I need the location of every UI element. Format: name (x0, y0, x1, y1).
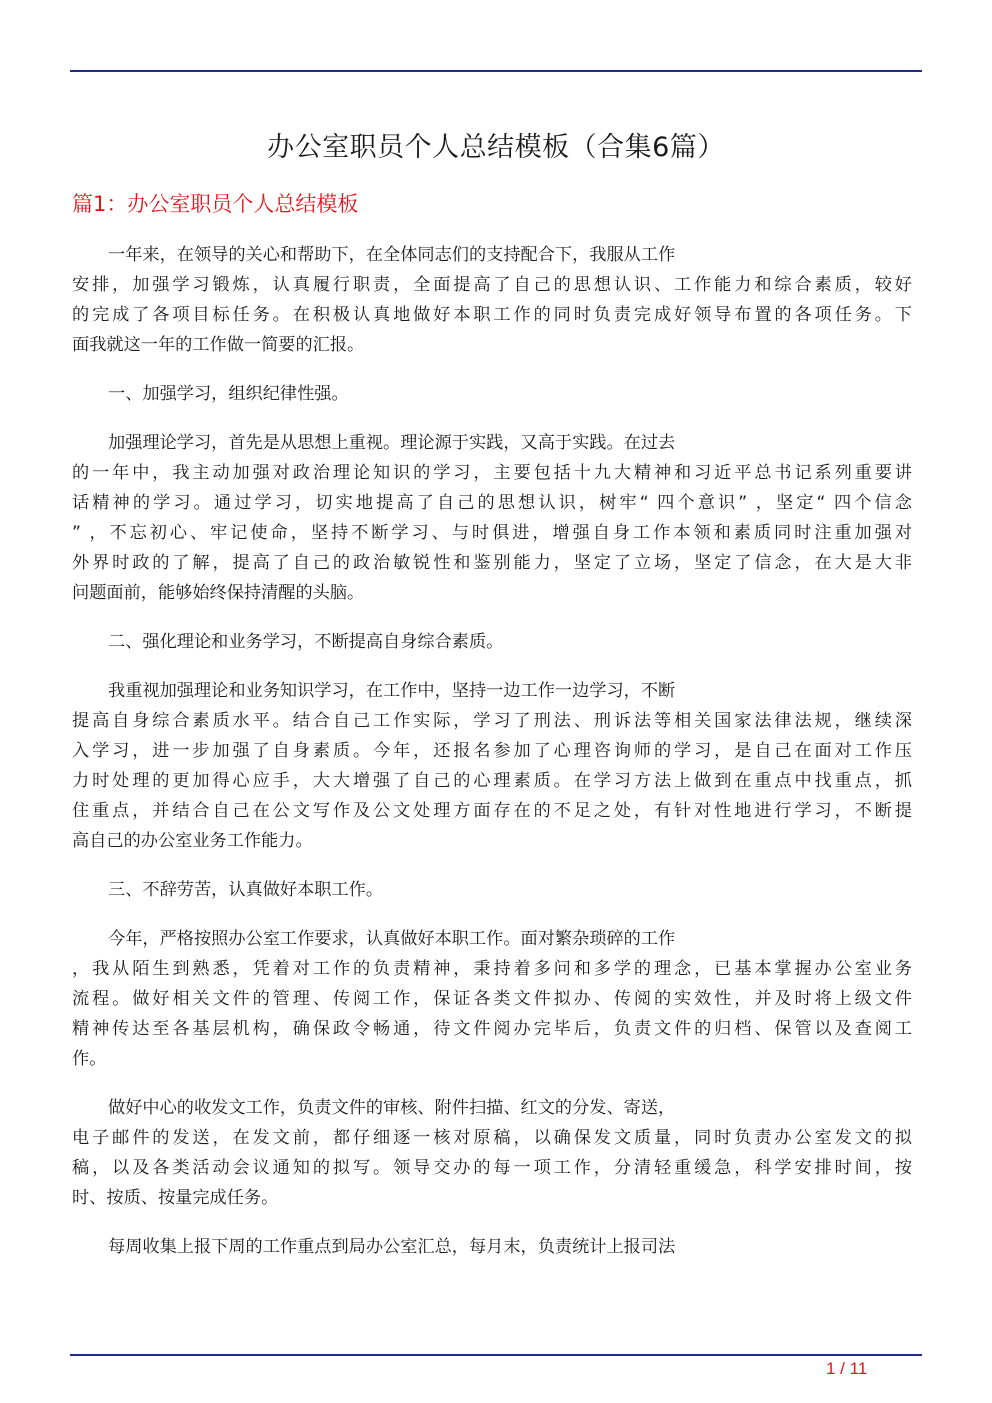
text-line: 电子邮件的发送，在发文前，都仔细逐一核对原稿，以确保发文质量，同时负责办公室发文的拟 (72, 1128, 912, 1148)
text-line: 今年，严格按照办公室工作要求，认真做好本职工作。面对繁杂琐碎的工作 (108, 929, 676, 949)
section-heading: 篇1：办公室职员个人总结模板 (72, 192, 359, 216)
text-line: 住重点，并结合自己在公文写作及公文处理方面存在的不足之处，有针对性地进行学习，不断提 (72, 801, 912, 821)
text-line: 每周收集上报下周的工作重点到局办公室汇总，每月末，负责统计上报司法 (108, 1237, 676, 1257)
paragraph-document-handling (72, 1093, 912, 1213)
text-line: 高自己的办公室业务工作能力。 (72, 831, 313, 851)
text-line: 面我就这一年的工作做一简要的汇报。 (72, 335, 365, 355)
text-line: 问题面前，能够始终保持清醒的头脑。 (72, 583, 365, 603)
text-line: 提高自身综合素质水平。结合自己工作实际，学习了刑法、刑诉法等相关国家法律法规，继续深 (72, 711, 912, 731)
text-line: 我重视加强理论和业务知识学习，在工作中，坚持一边工作一边学习，不断 (108, 681, 676, 701)
text-line: ” ，不忘初心、牢记使命，坚持不断学习、与时俱进，增强自身工作本领和素质同时注重加强对 (72, 523, 912, 543)
text-line: 外界时政的了解，提高了自己的政治敏锐性和鉴别能力，坚定了立场，坚定了信念，在大是大非 (72, 553, 912, 573)
document-title: 办公室职员个人总结模板（合集6篇） (267, 132, 725, 163)
paragraph-weekly-report (72, 1232, 912, 1262)
text-line: 话精神的学习。通过学习，切实地提高了自己的思想认识，树牢“ 四个意识” ，坚定“ 四个信念 (72, 493, 912, 513)
paragraph-business-study (72, 676, 912, 856)
document-body (72, 240, 912, 1281)
text-line: 流程。做好相关文件的管理、传阅工作，保证各类文件拟办、传阅的实效性，并及时将上级文件 (72, 989, 912, 1009)
text-line: 加强理论学习，首先是从思想上重视。理论源于实践，又高于实践。在过去 (108, 433, 676, 453)
text-line: 作。 (72, 1049, 107, 1069)
text-line: 入学习，进一步加强了自身素质。今年，还报名参加了心理咨询师的学习，是自己在面对工作压 (72, 741, 912, 761)
text-line: 做好中心的收发文工作，负责文件的审核、附件扫描、红文的分发、寄送， (108, 1098, 676, 1118)
text-line: 一、加强学习，组织纪律性强。 (108, 384, 349, 404)
text-line: 三、不辞劳苦，认真做好本职工作。 (108, 880, 384, 900)
text-line: 时、按质、按量完成任务。 (72, 1188, 279, 1208)
paragraph-intro (72, 240, 912, 360)
text-line: 稿，以及各类活动会议通知的拟写。领导交办的每一项工作，分清轻重缓急，科学安排时间，按 (72, 1158, 912, 1178)
subheading-2 (72, 627, 912, 657)
footer-rule (70, 1354, 922, 1356)
text-line: ，我从陌生到熟悉，凭着对工作的负责精神，秉持着多问和多学的理念，已基本掌握办公室业务 (72, 959, 912, 979)
text-line: 力时处理的更加得心应手，大大增强了自己的心理素质。在学习方法上做到在重点中找重点，抓 (72, 771, 912, 791)
text-line: 二、强化理论和业务学习，不断提高自身综合素质。 (108, 632, 504, 652)
text-line: 安排，加强学习锻炼，认真履行职责，全面提高了自己的思想认识、工作能力和综合素质，较好 (72, 275, 912, 295)
text-line: 精神传达至各基层机构，确保政令畅通，待文件阅办完毕后，负责文件的归档、保管以及查阅工 (72, 1019, 912, 1039)
text-line: 的一年中，我主动加强对政治理论知识的学习，主要包括十九大精神和习近平总书记系列重要讲 (72, 463, 912, 483)
text-line: 的完成了各项目标任务。在积极认真地做好本职工作的同时负责完成好领导布置的各项任务。下 (72, 305, 912, 325)
subheading-3 (72, 875, 912, 905)
subheading-1 (72, 379, 912, 409)
header-rule (70, 70, 922, 72)
text-line: 一年来，在领导的关心和帮助下，在全体同志们的支持配合下，我服从工作 (108, 245, 676, 265)
paragraph-office-duties (72, 924, 912, 1074)
page-number: 1 / 11 (826, 1359, 868, 1378)
paragraph-theory-study (72, 428, 912, 608)
